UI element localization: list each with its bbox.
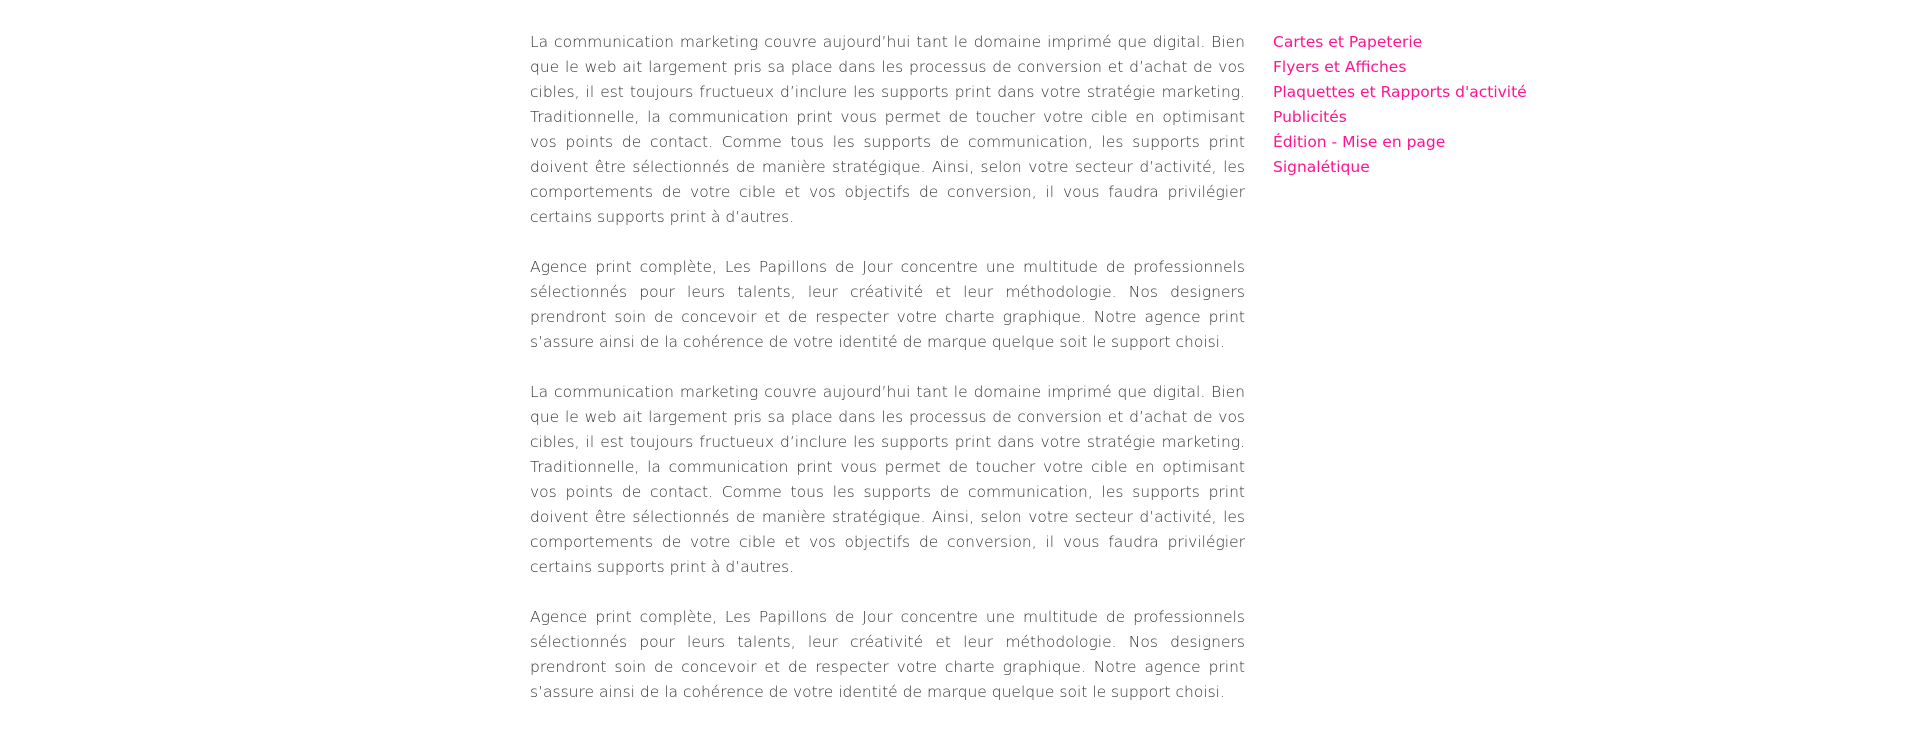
main-content bbox=[530, 30, 1245, 730]
services-nav-item bbox=[1273, 80, 1573, 105]
agency-paragraph-repeat: Agence print complète, Les Papillons de Jour concentre une multitude de professionnels sélectionnés pour leurs talents, leur créativité et leur méthodologie. Nos designers prendront soin de concevoir et de respecter votre charte graphique. Notre agence print s’assure ainsi de la cohérence de votre identité de marque quelque soit le support choisi. bbox=[530, 608, 1245, 701]
link-edition-mise-en-page[interactable]: Édition - Mise en page bbox=[1273, 133, 1446, 151]
link-cartes-papeterie[interactable]: Cartes et Papeterie bbox=[1273, 33, 1423, 51]
services-nav bbox=[1273, 30, 1573, 180]
services-nav-item bbox=[1273, 130, 1573, 155]
agency-paragraph: Agence print complète, Les Papillons de Jour concentre une multitude de professionnels sélectionnés pour leurs talents, leur créativité et leur méthodologie. Nos designers prendront soin de concevoir et de respecter votre charte graphique. Notre agence print s’assure ainsi de la cohérence de votre identité de marque quelque soit le support choisi. bbox=[530, 258, 1245, 351]
services-nav-item bbox=[1273, 105, 1573, 130]
intro-paragraph-repeat: La communication marketing couvre aujourd’hui tant le domaine imprimé que digital. Bien que le web ait largement pris sa place dans les processus de conversion et d’achat de vos cibles, il est toujours fructueux d’inclure les supports print dans votre stratégie marketing. Traditionnelle, la communication print vous permet de toucher votre cible en optimisant vos points de contact. Comme tous les supports de communication, les supports print doivent être sélectionnés de manière stratégique. Ainsi, selon votre secteur d’activité, les comportements de votre cible et vos objectifs de conversion, il vous faudra privilégier certains supports print à d’autres. bbox=[530, 383, 1245, 576]
services-nav-item bbox=[1273, 55, 1573, 80]
link-publicites[interactable]: Publicités bbox=[1273, 108, 1347, 126]
services-nav-item bbox=[1273, 30, 1573, 55]
services-nav-item bbox=[1273, 155, 1573, 180]
intro-paragraph: La communication marketing couvre aujourd’hui tant le domaine imprimé que digital. Bien que le web ait largement pris sa place dans les processus de conversion et d’achat de vos cibles, il est toujours fructueux d’inclure les supports print dans votre stratégie marketing. Traditionnelle, la communication print vous permet de toucher votre cible en optimisant vos points de contact. Comme tous les supports de communication, les supports print doivent être sélectionnés de manière stratégique. Ainsi, selon votre secteur d’activité, les comportements de votre cible et vos objectifs de conversion, il vous faudra privilégier certains supports print à d’autres. bbox=[530, 33, 1245, 226]
link-plaquettes-rapports[interactable]: Plaquettes et Rapports d'activité bbox=[1273, 83, 1527, 101]
link-signaletique[interactable]: Signalétique bbox=[1273, 158, 1370, 176]
link-flyers-affiches[interactable]: Flyers et Affiches bbox=[1273, 58, 1407, 76]
